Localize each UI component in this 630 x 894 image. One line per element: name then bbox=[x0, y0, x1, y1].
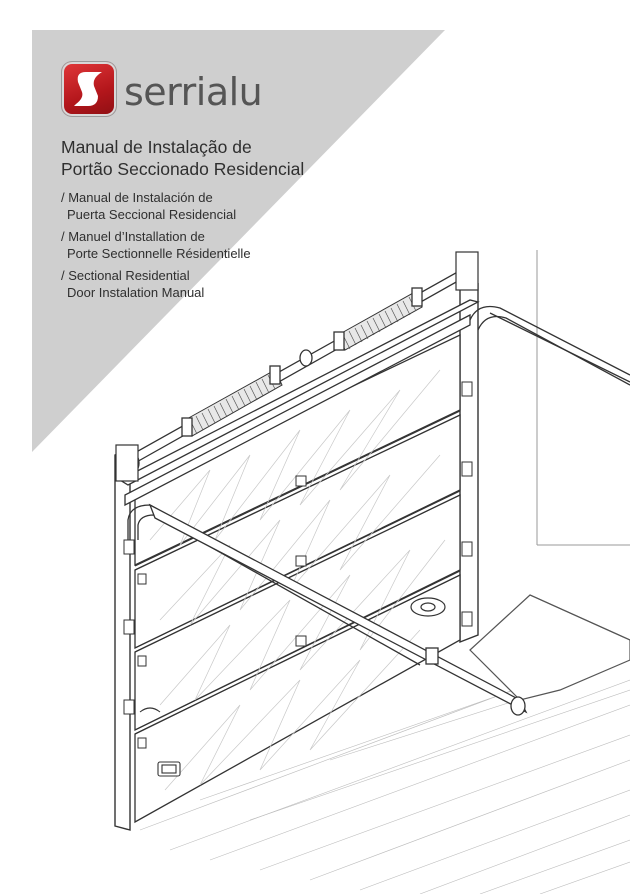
brand-logo bbox=[62, 62, 262, 116]
subtitle-fr-line1: / Manuel d’Installation de bbox=[61, 229, 205, 244]
cover-titles bbox=[61, 136, 304, 307]
brand-name: serrialu bbox=[124, 70, 263, 114]
main-title-line2: Portão Seccionado Residencial bbox=[61, 159, 305, 179]
subtitle-es bbox=[61, 190, 304, 223]
serrialu-s-logo-icon bbox=[62, 62, 116, 116]
subtitle-en-line2: Door Instalation Manual bbox=[67, 284, 205, 300]
subtitle-es-line2: Puerta Seccional Residencial bbox=[67, 206, 237, 222]
subtitle-fr bbox=[61, 229, 304, 262]
main-title bbox=[61, 136, 304, 180]
main-title-line1: Manual de Instalação de bbox=[61, 137, 252, 157]
subtitle-fr-line2: Porte Sectionnelle Résidentielle bbox=[67, 245, 251, 261]
track-right bbox=[470, 307, 630, 386]
lock-plate bbox=[411, 598, 445, 616]
subtitle-es-line1: / Manual de Instalación de bbox=[61, 190, 213, 205]
right-spring bbox=[338, 292, 422, 350]
floor-slab bbox=[470, 595, 630, 700]
room-lines bbox=[537, 250, 630, 545]
subtitle-en-line1: / Sectional Residential bbox=[61, 268, 190, 283]
subtitle-en bbox=[61, 268, 304, 301]
